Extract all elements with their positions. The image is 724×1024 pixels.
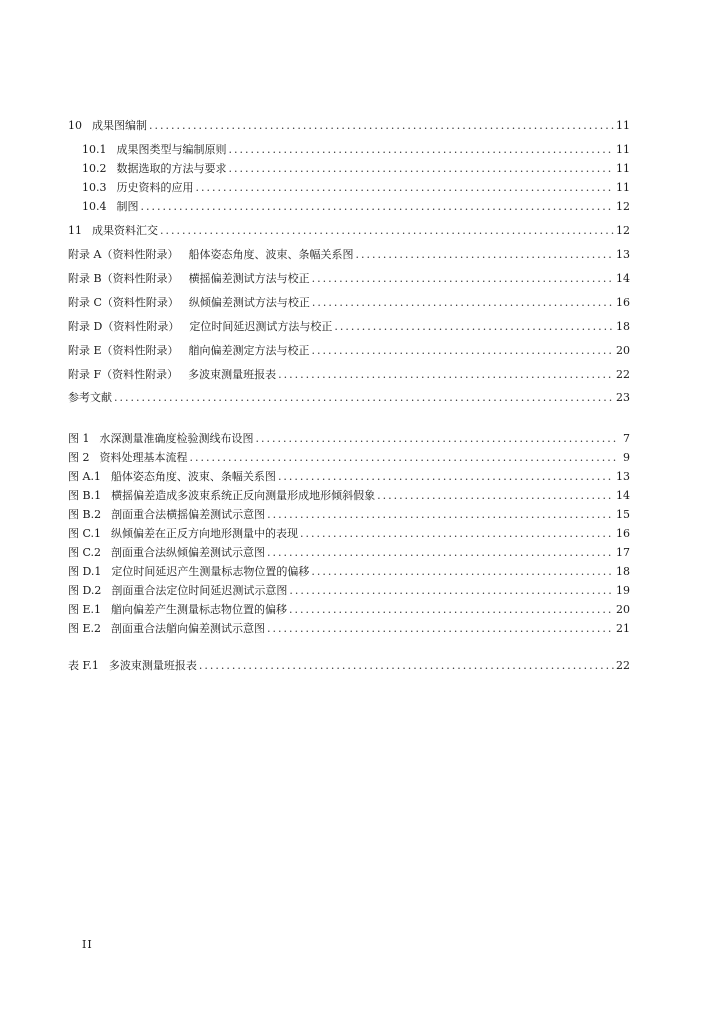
figure-entry-page: 9 — [623, 451, 630, 464]
toc-entry-title: 横摇偏差测试方法与校正 — [188, 272, 310, 285]
toc-leader — [289, 582, 614, 600]
toc-entry-title: 制图 — [116, 200, 139, 213]
toc-leader — [196, 179, 615, 197]
table-entry-title: 多波束测量班报表 — [108, 659, 197, 672]
figure-entry-page: 20 — [616, 603, 630, 616]
toc-entry-title: 船体姿态角度、波束、条幅关系图 — [188, 248, 354, 261]
toc-entry-number: 附录 F（资料性附录） — [68, 368, 179, 381]
toc-entry-number: 10.3 — [82, 181, 107, 194]
figure-entry-number: 图 D.2 — [68, 584, 102, 597]
toc-entry-title: 成果图类型与编制原则 — [116, 143, 227, 156]
toc-entry-title: 成果资料汇交 — [92, 224, 158, 237]
figure-entry[interactable] — [68, 430, 630, 448]
figure-entry-number: 图 1 — [68, 432, 90, 445]
toc-entry[interactable] — [68, 117, 630, 135]
toc-entry[interactable] — [68, 294, 630, 312]
toc-leader — [312, 270, 614, 288]
toc-entry-number: 10 — [68, 119, 82, 132]
toc-leader — [334, 318, 614, 336]
figure-entry-title: 船体姿态角度、波束、条幅关系图 — [110, 470, 276, 483]
figure-entry-page: 18 — [616, 565, 630, 578]
toc-entry-number: 11 — [68, 224, 82, 237]
toc-entry-number: 附录 C（资料性附录） — [68, 296, 179, 309]
toc-leader — [229, 160, 615, 178]
toc-entry-page: 23 — [616, 391, 630, 404]
toc-leader — [160, 222, 614, 240]
toc-entry-number: 10.4 — [82, 200, 107, 213]
figure-entry-number: 图 B.1 — [68, 489, 102, 502]
table-entry-page: 22 — [616, 659, 630, 672]
toc-entry[interactable] — [82, 160, 630, 178]
toc-leader — [141, 198, 615, 216]
figure-entry-page: 15 — [616, 508, 630, 521]
figure-entry-title: 定位时间延迟产生测量标志物位置的偏移 — [111, 565, 310, 578]
toc-entry-title: 数据选取的方法与要求 — [116, 162, 227, 175]
toc-entry[interactable] — [82, 198, 630, 216]
figure-entry-page: 13 — [616, 470, 630, 483]
toc-leader — [311, 563, 614, 581]
figure-entry-title: 艏向偏差产生测量标志物位置的偏移 — [111, 603, 288, 616]
toc-entry[interactable] — [68, 318, 630, 336]
toc-entry-page: 18 — [616, 320, 630, 333]
toc-entry-number: 10.1 — [82, 143, 107, 156]
toc-entry-number: 附录 B（资料性附录） — [68, 272, 179, 285]
figure-entry-title: 剖面重合法定位时间延迟测试示意图 — [111, 584, 288, 597]
figure-entry[interactable] — [68, 544, 630, 562]
figure-entry-number: 图 D.1 — [68, 565, 102, 578]
toc-leader — [229, 141, 615, 159]
toc-entry-page: 12 — [616, 200, 630, 213]
toc-entry-title: 定位时间延迟测试方法与校正 — [189, 320, 333, 333]
toc-entry-title: 参考文献 — [68, 391, 112, 404]
figure-entry[interactable] — [68, 525, 630, 543]
toc-leader — [114, 389, 614, 407]
toc-entry[interactable] — [82, 179, 630, 197]
toc-entry-page: 14 — [616, 272, 630, 285]
figure-entry[interactable] — [68, 468, 630, 486]
toc-entry[interactable] — [68, 222, 630, 240]
figure-entry-title: 纵倾偏差在正反方向地形测量中的表现 — [111, 527, 299, 540]
figure-entry[interactable] — [68, 449, 630, 467]
figure-entry-title: 横摇偏差造成多波束系统正反向测量形成地形倾斜假象 — [111, 489, 376, 502]
toc-leader — [278, 366, 614, 384]
toc-leader — [256, 430, 617, 448]
toc-entry-page: 11 — [616, 119, 630, 132]
figure-entry[interactable] — [68, 563, 630, 581]
toc-entry[interactable] — [82, 141, 630, 159]
toc-entry[interactable] — [68, 389, 630, 407]
figure-entry-page: 14 — [616, 489, 630, 502]
figure-entry-number: 图 2 — [68, 451, 90, 464]
toc-leader — [355, 246, 614, 264]
toc-entry-title: 成果图编制 — [92, 119, 147, 132]
figure-entry-number: 图 E.2 — [68, 622, 102, 635]
toc-leader — [149, 117, 614, 135]
toc-leader — [199, 657, 614, 675]
toc-entry-title: 纵倾偏差测试方法与校正 — [188, 296, 310, 309]
figure-entry[interactable] — [68, 601, 630, 619]
toc-leader — [377, 487, 614, 505]
figure-entry-title: 水深测量准确度检验测线布设图 — [99, 432, 254, 445]
toc-entry-page: 16 — [616, 296, 630, 309]
figure-entry-number: 图 E.1 — [68, 603, 102, 616]
table-entry-number: 表 F.1 — [68, 659, 99, 672]
toc-leader — [312, 342, 614, 360]
page-number: II — [82, 938, 93, 951]
toc-leader — [300, 525, 614, 543]
figure-entry-title: 剖面重合法艏向偏差测试示意图 — [111, 622, 266, 635]
figure-entry[interactable] — [68, 582, 630, 600]
toc-entry-number: 附录 A（资料性附录） — [68, 248, 179, 261]
toc-entry-title: 历史资料的应用 — [116, 181, 194, 194]
toc-entry-number: 附录 D（资料性附录） — [68, 320, 180, 333]
toc-leader — [278, 468, 614, 486]
figure-entry[interactable] — [68, 506, 630, 524]
toc-leader — [267, 506, 614, 524]
figure-entry-number: 图 C.1 — [68, 527, 102, 540]
figure-entry-page: 17 — [616, 546, 630, 559]
toc-entry-page: 11 — [616, 143, 630, 156]
toc-entry-page: 20 — [616, 344, 630, 357]
figure-entry[interactable] — [68, 620, 630, 638]
toc-leader — [312, 294, 614, 312]
toc-entry[interactable] — [68, 366, 630, 384]
toc-entry-number: 10.2 — [82, 162, 107, 175]
figure-entry-page: 16 — [616, 527, 630, 540]
toc-leader — [289, 601, 614, 619]
toc-entry[interactable] — [68, 246, 630, 264]
toc-entry-page: 13 — [616, 248, 630, 261]
toc-leader — [267, 544, 614, 562]
toc-leader — [267, 620, 614, 638]
toc-leader — [190, 449, 617, 467]
figure-entry-page: 7 — [623, 432, 630, 445]
figure-entry-page: 21 — [616, 622, 630, 635]
figure-entry-title: 剖面重合法纵倾偏差测试示意图 — [111, 546, 266, 559]
toc-entry-page: 12 — [616, 224, 630, 237]
figure-entry-title: 资料处理基本流程 — [99, 451, 188, 464]
figure-entry[interactable] — [68, 487, 630, 505]
figure-entry-number: 图 A.1 — [68, 470, 101, 483]
toc-entry-page: 11 — [616, 181, 630, 194]
toc-entry-number: 附录 E（资料性附录） — [68, 344, 179, 357]
figure-entry-number: 图 C.2 — [68, 546, 102, 559]
toc-entry-title: 多波束测量班报表 — [188, 368, 277, 381]
figure-entry-number: 图 B.2 — [68, 508, 102, 521]
toc-entry-page: 22 — [616, 368, 630, 381]
toc-entry-title: 艏向偏差测定方法与校正 — [188, 344, 310, 357]
toc-entry[interactable] — [68, 270, 630, 288]
table-entry[interactable] — [68, 657, 630, 675]
figure-entry-title: 剖面重合法横摇偏差测试示意图 — [111, 508, 266, 521]
toc-entry-page: 11 — [616, 162, 630, 175]
figure-entry-page: 19 — [616, 584, 630, 597]
toc-entry[interactable] — [68, 342, 630, 360]
